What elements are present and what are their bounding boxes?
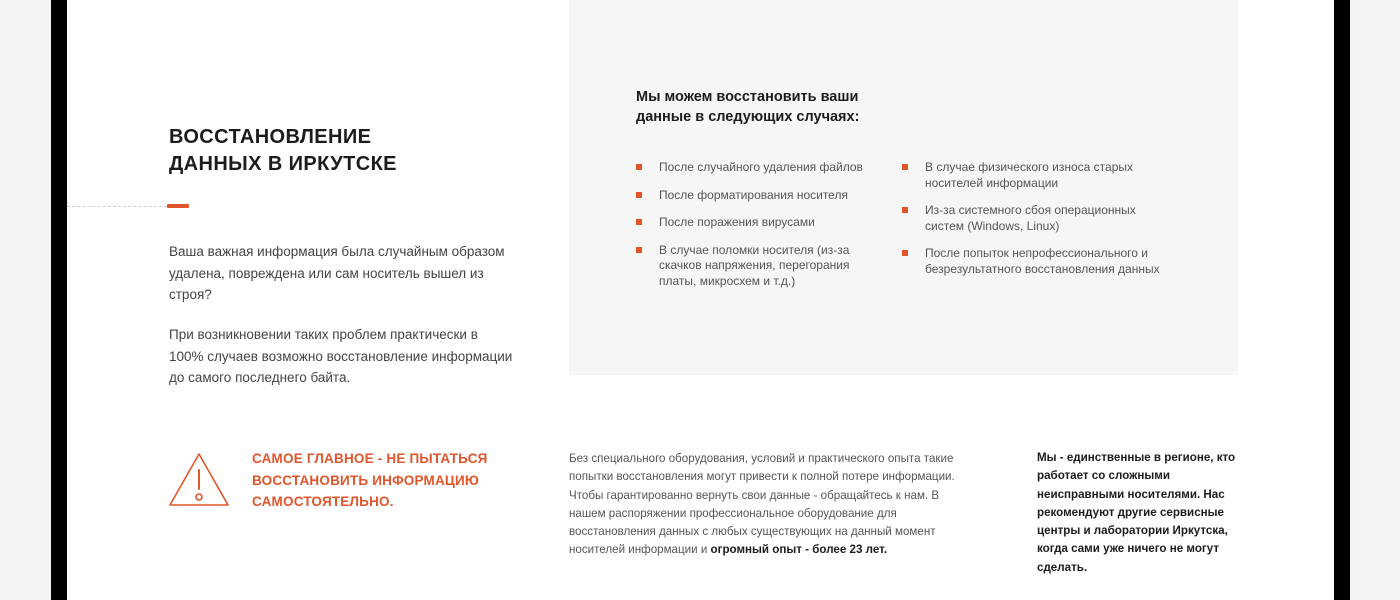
page-title-line2: ДАННЫХ В ИРКУТСКЕ [169,153,397,175]
page-title [169,124,499,178]
case-item: После случайного удаления файлов [636,160,886,176]
case-item: В случае поломки носителя (из-за скачков напряжения, перегорания платы, микросхем и т.д.) [636,243,886,290]
cases-list-left [636,160,886,301]
experience-text: Без специального оборудования, условий и практического опыта такие попытки восстановления могут привести к полной потере информации. Чтобы гарантированно вернуть свои данные - обращайтесь к нам. В нашем распоряжении профессиональное оборудование для восстановления данных с любых существующих на данный момент носителей информации и [569,452,955,557]
case-item: В случае физического износа старых носителей информации [902,160,1172,191]
case-item: После форматирования носителя [636,188,886,204]
unique-statement: Мы - единственные в регионе, кто работает со сложными неисправными носителями. Нас рекомендуют другие сервисные центры и лаборатории Иркутска, когда сами уже ничего не могут сделать. [1037,451,1236,574]
cases-title-line2: данные в следующих случаях: [636,109,860,125]
warning-line3: САМОСТОЯТЕЛЬНО. [252,494,394,509]
title-accent-bar [167,204,189,208]
cases-list-right [902,160,1172,289]
cases-title [636,87,916,127]
recovery-cases-panel [569,0,1238,375]
case-item: Из-за системного сбоя операционных систем (Windows, Linux) [902,203,1172,234]
case-item: После попыток непрофессионального и безрезультатного восстановления данных [902,246,1172,277]
warning-line1: САМОЕ ГЛАВНОЕ - НЕ ПЫТАТЬСЯ [252,451,488,466]
warning-line2: ВОССТАНОВИТЬ ИНФОРМАЦИЮ [252,472,480,488]
warning-triangle-icon [167,451,231,509]
case-item: После поражения вирусами [636,215,886,231]
cases-title-line1: Мы можем восстановить ваши [636,89,859,105]
intro-paragraph-1: Ваша важная информация была случайным образом удалена, повреждена или сам носитель вышел из строя? [169,244,505,302]
page-title-line1: ВОССТАНОВЛЕНИЕ [169,126,372,148]
warning-text [252,448,512,513]
left-frame-bar [51,0,67,600]
title-dotted-line [67,206,167,207]
experience-highlight: огромный опыт - более 23 лет. [710,543,888,557]
experience-description [569,450,964,560]
right-frame-bar [1334,0,1350,600]
intro-paragraph-2: При возникновении таких проблем практически в 100% случаев возможно восстановление информации до самого последнего байта. [169,327,513,385]
content-section [67,0,1334,600]
